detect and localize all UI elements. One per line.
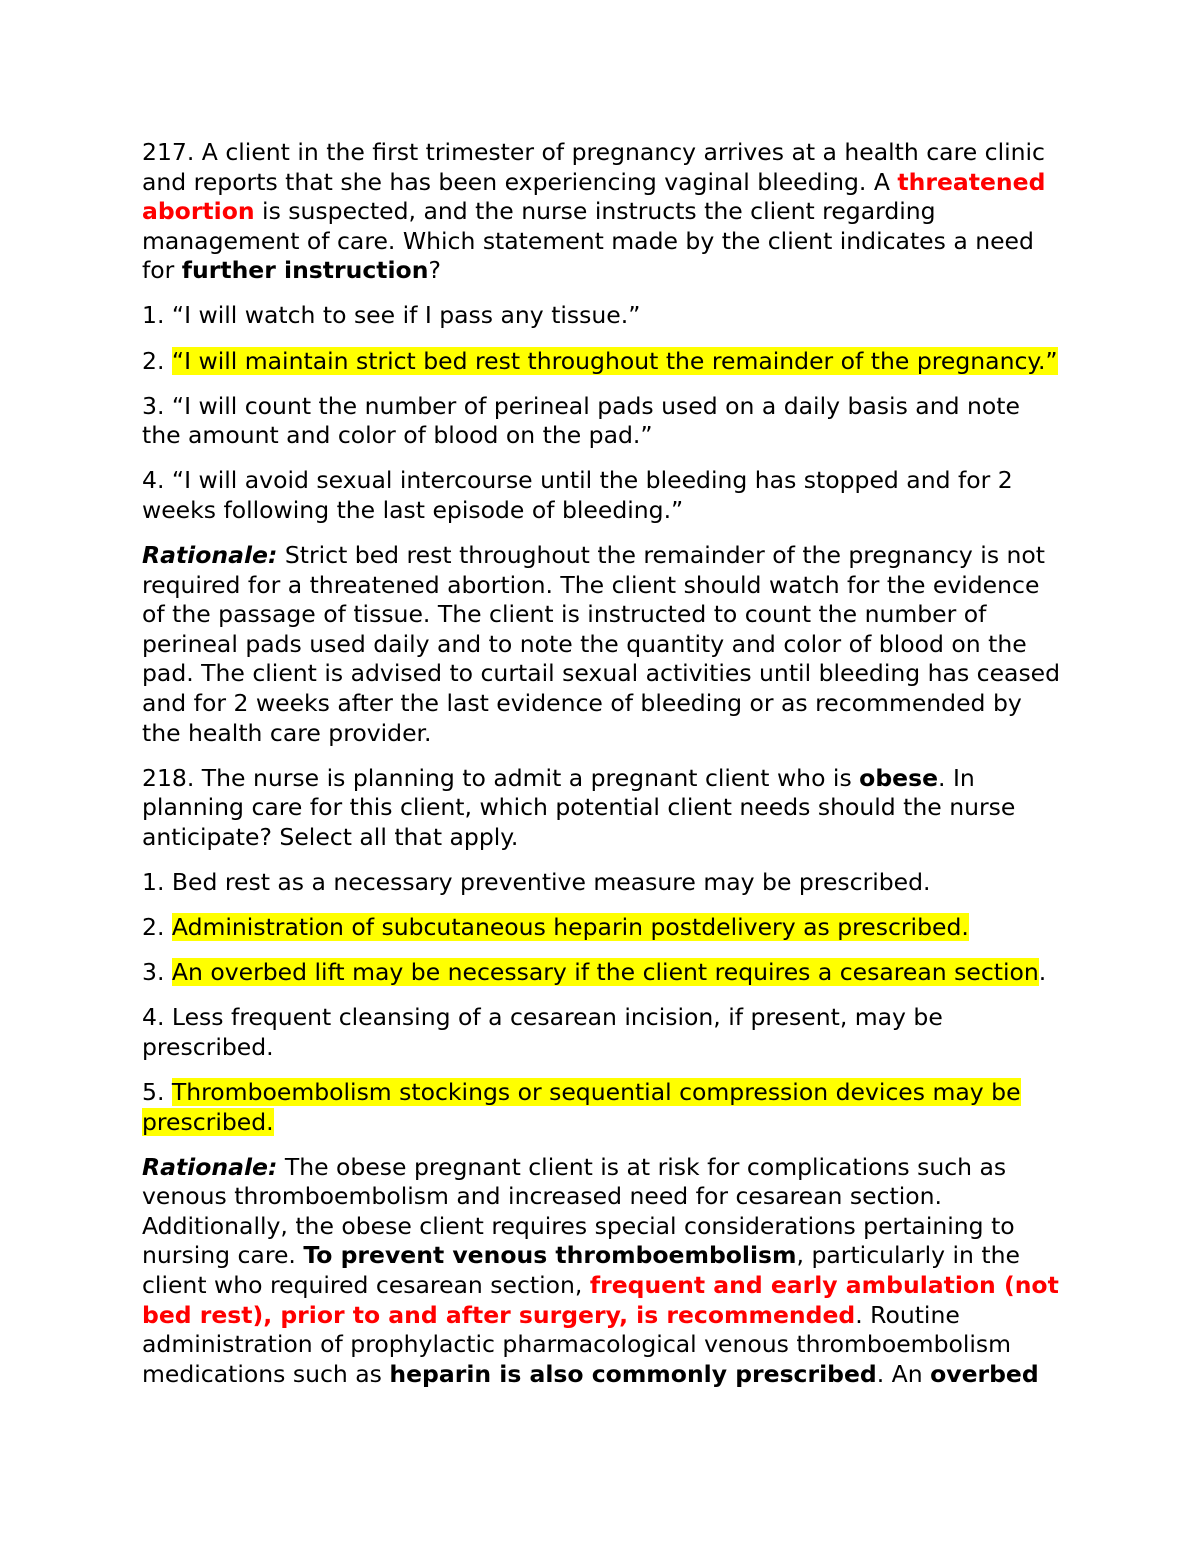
document-page	[142, 138, 1062, 1405]
rationale-label: Rationale:	[142, 541, 278, 570]
further-instruction-term: further instruction	[181, 256, 429, 285]
ambulation-recommendation: frequent and early ambulation (not bed rest), prior to and after surgery, is recommended	[142, 1271, 1059, 1329]
q217-rationale: Rationale: Strict bed rest throughout the remainder of the pregnancy is not required for a threatened abortion. The client should watch for the evidence of the passage of tissue. The client is instructed to count the number of perineal pads used daily and to note the quantity and color of blood on the pad. The client is advised to curtail sexual activities until bleeding has ceased and for 2 weeks after the last evidence of bleeding or as recommended by the health care provider.	[142, 541, 1061, 747]
q218-rationale: Rationale: The obese pregnant client is at risk for complications such as venous thromboembolism and increased need for cesarean section. Additionally, the obese client requires special considerations pertaining to nursing care. To prevent venous thromboembolism, particularly in the client who required cesarean section, frequent and early ambulation (not bed rest), prior to and after surgery, is recommended. Routine administration of prophylactic pharmacological venous thromboembolism medications such as heparin is also commonly prescribed. An overbed	[142, 1152, 1059, 1388]
highlighted-answer: Administration of subcutaneous heparin postdelivery as prescribed.	[171, 913, 969, 942]
q217-option-2-correct: 2. “I will maintain strict bed rest throughout the remainder of the pregnancy.”	[142, 346, 1058, 375]
threatened-abortion-term: threatened abortion	[142, 167, 1046, 226]
q218-option-5-correct: 5. Thromboembolism stockings or sequential compression devices may be prescribed.	[142, 1077, 1021, 1136]
question-218-stem: 218. The nurse is planning to admit a pregnant client who is obese. In planning care for this client, which potential client needs should the nurse anticipate? Select all that apply.	[142, 763, 1016, 851]
obese-term: obese	[859, 763, 939, 792]
highlighted-answer: Thromboembolism stockings or sequential compression devices may be prescribed.	[142, 1077, 1021, 1136]
q218-option-2-correct: 2. Administration of subcutaneous heparin postdelivery as prescribed.	[142, 913, 969, 942]
q218-option-1: 1. Bed rest as a necessary preventive measure may be prescribed.	[142, 867, 931, 896]
highlighted-answer: “I will maintain strict bed rest throughout the remainder of the pregnancy.”	[171, 346, 1058, 375]
q218-option-4: 4. Less frequent cleansing of a cesarean incision, if present, may be prescribed.	[142, 1003, 943, 1061]
rationale-label: Rationale:	[142, 1152, 278, 1181]
highlighted-answer: An overbed lift may be necessary if the client requires a cesarean section	[171, 958, 1039, 987]
q217-option-3: 3. “I will count the number of perineal pads used on a daily basis and note the amount and color of blood on the pad.”	[142, 391, 1020, 450]
question-217-stem: 217. A client in the first trimester of pregnancy arrives at a health care clinic and reports that she has been experiencing vaginal bleeding. A threatened abortion is suspected, and the nurse instructs the client regarding management of care. Which statement made by the client indicates a need for further instruction?	[142, 138, 1046, 285]
q217-option-4: 4. “I will avoid sexual intercourse until the bleeding has stopped and for 2 weeks following the last episode of bleeding.”	[142, 466, 1013, 524]
q217-option-1: 1. “I will watch to see if I pass any tissue.”	[142, 301, 641, 330]
q218-option-3-correct: 3. An overbed lift may be necessary if the client requires a cesarean section.	[142, 958, 1047, 987]
